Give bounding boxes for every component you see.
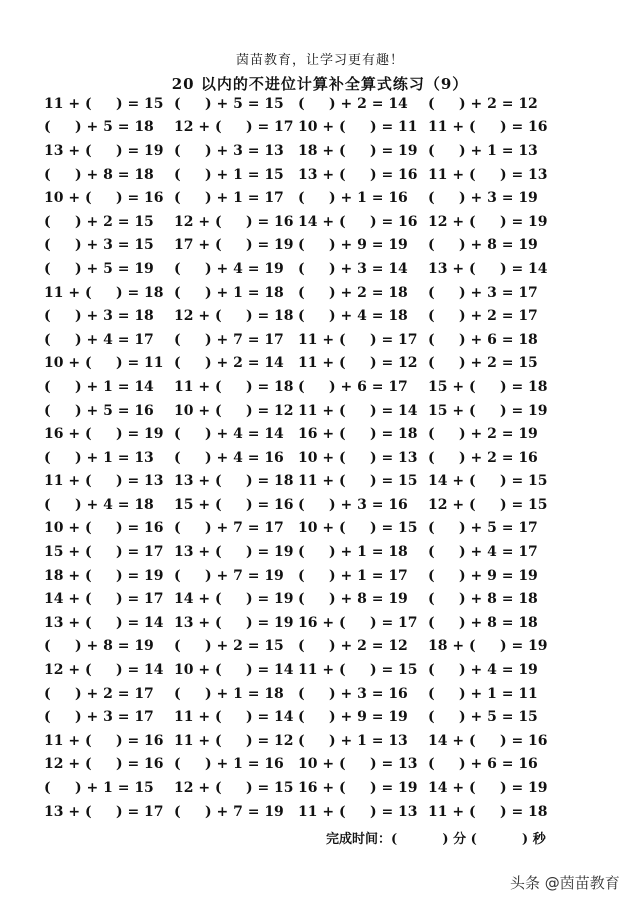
equation: ( ) + 7 = 17: [174, 331, 284, 348]
equation: 12 + ( ) = 16: [44, 756, 164, 773]
equation: 10 + ( ) = 13: [298, 756, 418, 773]
equation: ( ) + 2 = 14: [174, 355, 284, 372]
equation: ( ) + 1 = 16: [174, 756, 284, 773]
equation: ( ) + 2 = 12: [298, 638, 408, 655]
equation: ( ) + 8 = 19: [44, 638, 154, 655]
exercise-row: [44, 139, 604, 163]
equation: 10 + ( ) = 16: [44, 520, 164, 537]
equation: ( ) + 1 = 18: [174, 284, 284, 301]
equation: ( ) + 5 = 19: [44, 260, 154, 277]
equation: ( ) + 8 = 18: [428, 614, 538, 631]
equation: 11 + ( ) = 14: [174, 709, 294, 726]
exercise-row: [44, 705, 604, 729]
equation: ( ) + 5 = 18: [44, 119, 154, 136]
equation: ( ) + 1 = 17: [298, 567, 408, 584]
equation: 13 + ( ) = 14: [44, 614, 164, 631]
equation: ( ) + 7 = 19: [174, 803, 284, 820]
equation: 12 + ( ) = 15: [428, 496, 548, 513]
equation: ( ) + 5 = 17: [428, 520, 538, 537]
equation: ( ) + 1 = 13: [298, 732, 408, 749]
equation: 16 + ( ) = 19: [44, 426, 164, 443]
exercise-row: [44, 540, 604, 564]
equation: 11 + ( ) = 15: [298, 473, 418, 490]
equation: ( ) + 3 = 15: [44, 237, 154, 254]
equation: ( ) + 5 = 16: [44, 402, 154, 419]
equation: ( ) + 6 = 16: [428, 756, 538, 773]
exercise-row: [44, 163, 604, 187]
equation: 11 + ( ) = 15: [298, 662, 418, 679]
exercise-row: [44, 234, 604, 258]
equation: ( ) + 8 = 18: [428, 591, 538, 608]
equation: ( ) + 1 = 17: [174, 190, 284, 207]
exercise-row: [44, 658, 604, 682]
exercise-row: [44, 116, 604, 140]
equation: 17 + ( ) = 19: [174, 237, 294, 254]
equation: 11 + ( ) = 16: [44, 732, 164, 749]
equation: ( ) + 2 = 15: [428, 355, 538, 372]
equation: ( ) + 2 = 15: [44, 213, 154, 230]
equation: 11 + ( ) = 13: [44, 473, 164, 490]
exercise-row: [44, 587, 604, 611]
equation: ( ) + 2 = 17: [428, 308, 538, 325]
equation: ( ) + 2 = 17: [44, 685, 154, 702]
equation: 11 + ( ) = 12: [174, 732, 294, 749]
equation: ( ) + 2 = 15: [174, 638, 284, 655]
equation: 14 + ( ) = 19: [174, 591, 294, 608]
equation: 11 + ( ) = 13: [298, 803, 418, 820]
equation: 11 + ( ) = 15: [44, 95, 164, 112]
equation: 12 + ( ) = 17: [174, 119, 294, 136]
equation: ( ) + 4 = 19: [174, 260, 284, 277]
equation: 13 + ( ) = 18: [174, 473, 294, 490]
exercise-row: [44, 257, 604, 281]
equation: 12 + ( ) = 18: [174, 308, 294, 325]
equation: 14 + ( ) = 19: [428, 780, 548, 797]
equation: ( ) + 3 = 14: [298, 260, 408, 277]
equation: ( ) + 4 = 18: [298, 308, 408, 325]
equation: 10 + ( ) = 11: [298, 119, 418, 136]
equation: 10 + ( ) = 14: [174, 662, 294, 679]
equation: ( ) + 1 = 16: [298, 190, 408, 207]
equation: ( ) + 8 = 19: [298, 591, 408, 608]
equation: ( ) + 5 = 15: [174, 95, 284, 112]
exercise-row: [44, 635, 604, 659]
equation: 11 + ( ) = 16: [428, 119, 548, 136]
exercise-row: [44, 328, 604, 352]
equation: ( ) + 2 = 16: [428, 449, 538, 466]
equation: ( ) + 9 = 19: [298, 709, 408, 726]
exercise-row: [44, 422, 604, 446]
equation: 16 + ( ) = 19: [298, 780, 418, 797]
equation: 18 + ( ) = 19: [298, 142, 418, 159]
equation: 15 + ( ) = 16: [174, 496, 294, 513]
exercise-row: [44, 304, 604, 328]
equation: ( ) + 1 = 11: [428, 685, 538, 702]
exercise-row: [44, 753, 604, 777]
equation: ( ) + 3 = 13: [174, 142, 284, 159]
equation: ( ) + 4 = 16: [174, 449, 284, 466]
watermark: 头条 @茵苗教育: [510, 874, 620, 892]
exercise-row: [44, 470, 604, 494]
equation: ( ) + 6 = 18: [428, 331, 538, 348]
equation: ( ) + 1 = 15: [44, 780, 154, 797]
equation: 18 + ( ) = 19: [44, 567, 164, 584]
equation: 16 + ( ) = 18: [298, 426, 418, 443]
exercise-row: [44, 92, 604, 116]
equation: 10 + ( ) = 12: [174, 402, 294, 419]
equation: ( ) + 7 = 17: [174, 520, 284, 537]
equation: ( ) + 1 = 13: [44, 449, 154, 466]
exercise-row: [44, 729, 604, 753]
exercise-row: [44, 375, 604, 399]
equation: ( ) + 2 = 18: [298, 284, 408, 301]
equation: ( ) + 4 = 14: [174, 426, 284, 443]
equation: ( ) + 3 = 19: [428, 190, 538, 207]
equation: ( ) + 9 = 19: [428, 567, 538, 584]
equation: 14 + ( ) = 17: [44, 591, 164, 608]
exercise-row: [44, 281, 604, 305]
equation: ( ) + 4 = 17: [44, 331, 154, 348]
equation: ( ) + 4 = 18: [44, 496, 154, 513]
equation: ( ) + 7 = 19: [174, 567, 284, 584]
equation: 11 + ( ) = 17: [298, 331, 418, 348]
exercise-row: [44, 564, 604, 588]
exercise-row: [44, 800, 604, 824]
exercise-row: [44, 352, 604, 376]
exercise-row: [44, 399, 604, 423]
equation: ( ) + 8 = 19: [428, 237, 538, 254]
equation: 10 + ( ) = 11: [44, 355, 164, 372]
equation: 10 + ( ) = 15: [298, 520, 418, 537]
equation: ( ) + 4 = 17: [428, 544, 538, 561]
exercise-row: [44, 446, 604, 470]
exercise-row: [44, 776, 604, 800]
equation: ( ) + 2 = 12: [428, 95, 538, 112]
completion-time: 完成时间：( ) 分 ( ) 秒: [326, 832, 546, 847]
equation: 12 + ( ) = 15: [174, 780, 294, 797]
equation: ( ) + 8 = 18: [44, 166, 154, 183]
equation: ( ) + 1 = 18: [174, 685, 284, 702]
equation: ( ) + 3 = 18: [44, 308, 154, 325]
equation: ( ) + 3 = 16: [298, 685, 408, 702]
equation: 14 + ( ) = 16: [428, 732, 548, 749]
equation: ( ) + 2 = 19: [428, 426, 538, 443]
exercise-row: [44, 517, 604, 541]
equation: 10 + ( ) = 16: [44, 190, 164, 207]
equation: 12 + ( ) = 19: [428, 213, 548, 230]
exercise-row: [44, 210, 604, 234]
exercise-grid: [44, 92, 604, 823]
equation: ( ) + 4 = 19: [428, 662, 538, 679]
equation: 11 + ( ) = 18: [428, 803, 548, 820]
equation: 13 + ( ) = 16: [298, 166, 418, 183]
equation: 11 + ( ) = 18: [44, 284, 164, 301]
equation: 13 + ( ) = 14: [428, 260, 548, 277]
equation: 12 + ( ) = 14: [44, 662, 164, 679]
equation: ( ) + 6 = 17: [298, 378, 408, 395]
equation: ( ) + 3 = 16: [298, 496, 408, 513]
equation: ( ) + 1 = 18: [298, 544, 408, 561]
equation: ( ) + 1 = 15: [174, 166, 284, 183]
equation: 13 + ( ) = 19: [44, 142, 164, 159]
equation: 13 + ( ) = 19: [174, 614, 294, 631]
equation: 15 + ( ) = 18: [428, 378, 548, 395]
equation: 14 + ( ) = 16: [298, 213, 418, 230]
exercise-row: [44, 611, 604, 635]
exercise-row: [44, 493, 604, 517]
equation: 15 + ( ) = 17: [44, 544, 164, 561]
equation: ( ) + 2 = 14: [298, 95, 408, 112]
equation: ( ) + 3 = 17: [428, 284, 538, 301]
worksheet-title: 20 以内的不进位计算补全算式练习（9）: [171, 75, 469, 93]
equation: 11 + ( ) = 18: [174, 378, 294, 395]
equation: ( ) + 1 = 14: [44, 378, 154, 395]
equation: 15 + ( ) = 19: [428, 402, 548, 419]
slogan: 茵苗教育，让学习更有趣！: [235, 53, 404, 68]
equation: 11 + ( ) = 12: [298, 355, 418, 372]
equation: 12 + ( ) = 16: [174, 213, 294, 230]
exercise-row: [44, 186, 604, 210]
equation: ( ) + 1 = 13: [428, 142, 538, 159]
equation: ( ) + 3 = 17: [44, 709, 154, 726]
equation: ( ) + 5 = 15: [428, 709, 538, 726]
equation: 11 + ( ) = 13: [428, 166, 548, 183]
equation: 16 + ( ) = 17: [298, 614, 418, 631]
equation: ( ) + 9 = 19: [298, 237, 408, 254]
exercise-row: [44, 682, 604, 706]
equation: 10 + ( ) = 13: [298, 449, 418, 466]
equation: 13 + ( ) = 17: [44, 803, 164, 820]
equation: 18 + ( ) = 19: [428, 638, 548, 655]
equation: 11 + ( ) = 14: [298, 402, 418, 419]
equation: 13 + ( ) = 19: [174, 544, 294, 561]
equation: 14 + ( ) = 15: [428, 473, 548, 490]
